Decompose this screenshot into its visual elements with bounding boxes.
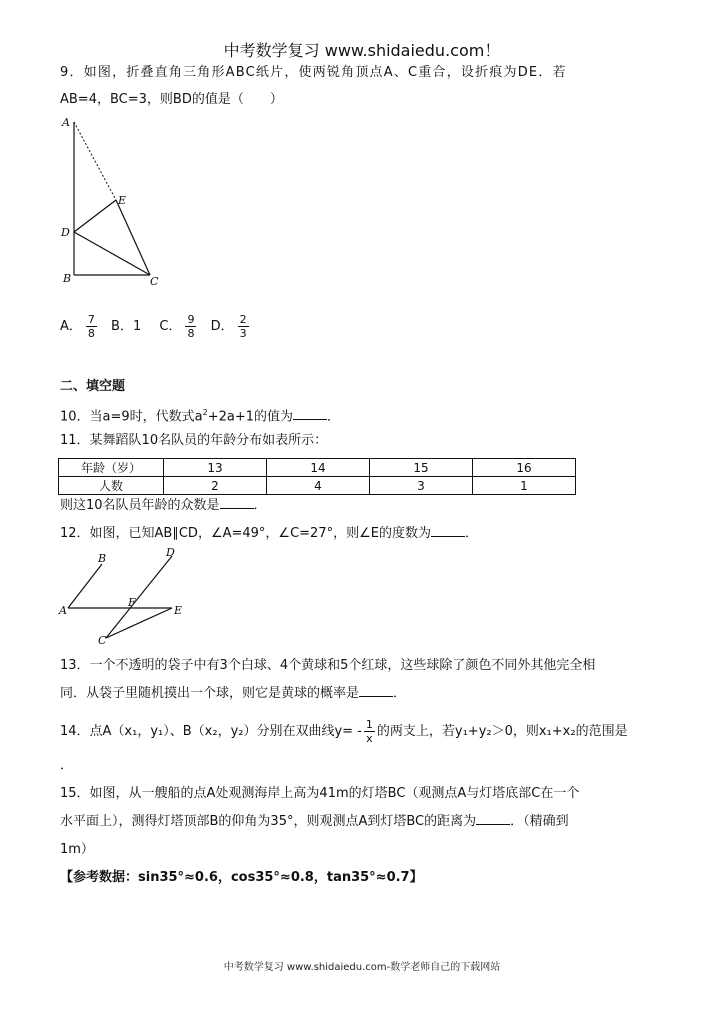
table-row [59, 477, 576, 495]
table-cell: 2 [164, 477, 267, 495]
table-cell: 15 [370, 459, 473, 477]
table-cell: 16 [473, 459, 576, 477]
q9-label-d: D [61, 226, 70, 239]
table-cell: 4 [267, 477, 370, 495]
q12-label-b: B [98, 552, 107, 565]
q9-option-d-fraction: $\frac{2}{3}$ [239, 313, 247, 340]
q9-line1: 9．如图，折叠直角三角形ABC纸片，使两锐角顶点A、C重合，设折痕为DE．若 [60, 65, 567, 80]
table-cell: 人数 [59, 477, 164, 495]
q13-line2: 同．从袋子里随机摸出一个球，则它是黄球的概率是 ． [60, 686, 407, 701]
q12-parallel-lines-figure [58, 546, 198, 646]
q9-triangle-figure [58, 112, 168, 292]
table-cell: 14 [267, 459, 370, 477]
table-cell: 3 [370, 477, 473, 495]
q9-option-a-label: A． [60, 319, 82, 334]
q12-label-d: D [166, 546, 175, 559]
q9-label-c: C [150, 275, 159, 288]
q15-line1: 15．如图，从一艘船的点A处观测海岸上高为41m的灯塔BC（观测点A与灯塔底部C在一个 [60, 786, 580, 801]
table-cell: 1 [473, 477, 576, 495]
q15-line2: 水平面上），测得灯塔顶部B的仰角为35°，则观测点A到灯塔BC的距离为 ．（精确到 [60, 814, 569, 829]
q13-answer-blank[interactable] [359, 684, 393, 697]
q9-option-c-label: C． [159, 319, 182, 334]
q10: 10．当a=9时，代数式$a^2+2a+1$的值为 ． [60, 408, 341, 425]
q9-options [60, 312, 253, 342]
q11-after: 则这10名队员年龄的众数是 ． [60, 498, 267, 513]
age-table [58, 458, 576, 495]
q12-label-e: E [174, 604, 183, 617]
q12-text: 12．如图，已知AB∥CD，∠A=49°，∠C=27°，则∠E的度数为 ． [60, 526, 478, 541]
q9-label-e: E [118, 194, 127, 207]
q15-line3: 1m） [60, 842, 94, 857]
q9-label-b: B [63, 272, 72, 285]
table-row [59, 459, 576, 477]
table-cell: 年龄（岁） [59, 459, 164, 477]
q12-label-a: A [59, 604, 67, 617]
q9-option-c-fraction: $\frac{9}{8}$ [187, 313, 195, 340]
q14-fraction: $\frac{1}{x}$ [365, 718, 373, 745]
q14-line2: ． [60, 758, 74, 773]
page-footer: 中考数学复习 www.shidaiedu.com-数学老师自己的下载网站 [223, 962, 501, 973]
section-title: 二、填空题 [60, 379, 126, 394]
q9-label-a: A [62, 116, 70, 129]
q14-line1: 14．点A（x₁，y₁）、B（x₂，y₂）分别在双曲线y= - $\frac{1}{x}$ 的两支上，若y₁+y₂＞0，则x₁+x₂的范围是 [60, 718, 628, 745]
q10-answer-blank[interactable] [293, 407, 327, 420]
q9-line2: AB=4，BC=3，则BD的值是（ ） [60, 92, 283, 107]
q15-reference-data: 【参考数据：sin35°≈0.6，cos35°≈0.8，tan35°≈0.7】 [60, 870, 423, 885]
q12-label-f: F [128, 596, 136, 609]
page-header: 中考数学复习 www.shidaiedu.com！ [223, 41, 501, 60]
q15-answer-blank[interactable] [476, 812, 510, 825]
q12-label-c: C [98, 634, 107, 646]
q11-answer-blank[interactable] [220, 496, 254, 509]
q9-option-d-label: D． [210, 319, 234, 334]
q11-text: 11．某舞蹈队10名队员的年龄分布如表所示： [60, 433, 328, 448]
q9-option-b: B．1 [111, 319, 142, 334]
q12-answer-blank[interactable] [431, 524, 465, 537]
table-cell: 13 [164, 459, 267, 477]
q13-line1: 13．一个不透明的袋子中有3个白球、4个黄球和5个红球，这些球除了颜色不同外其他完全相 [60, 658, 596, 673]
q9-option-a-fraction: $\frac{7}{8}$ [87, 313, 95, 340]
